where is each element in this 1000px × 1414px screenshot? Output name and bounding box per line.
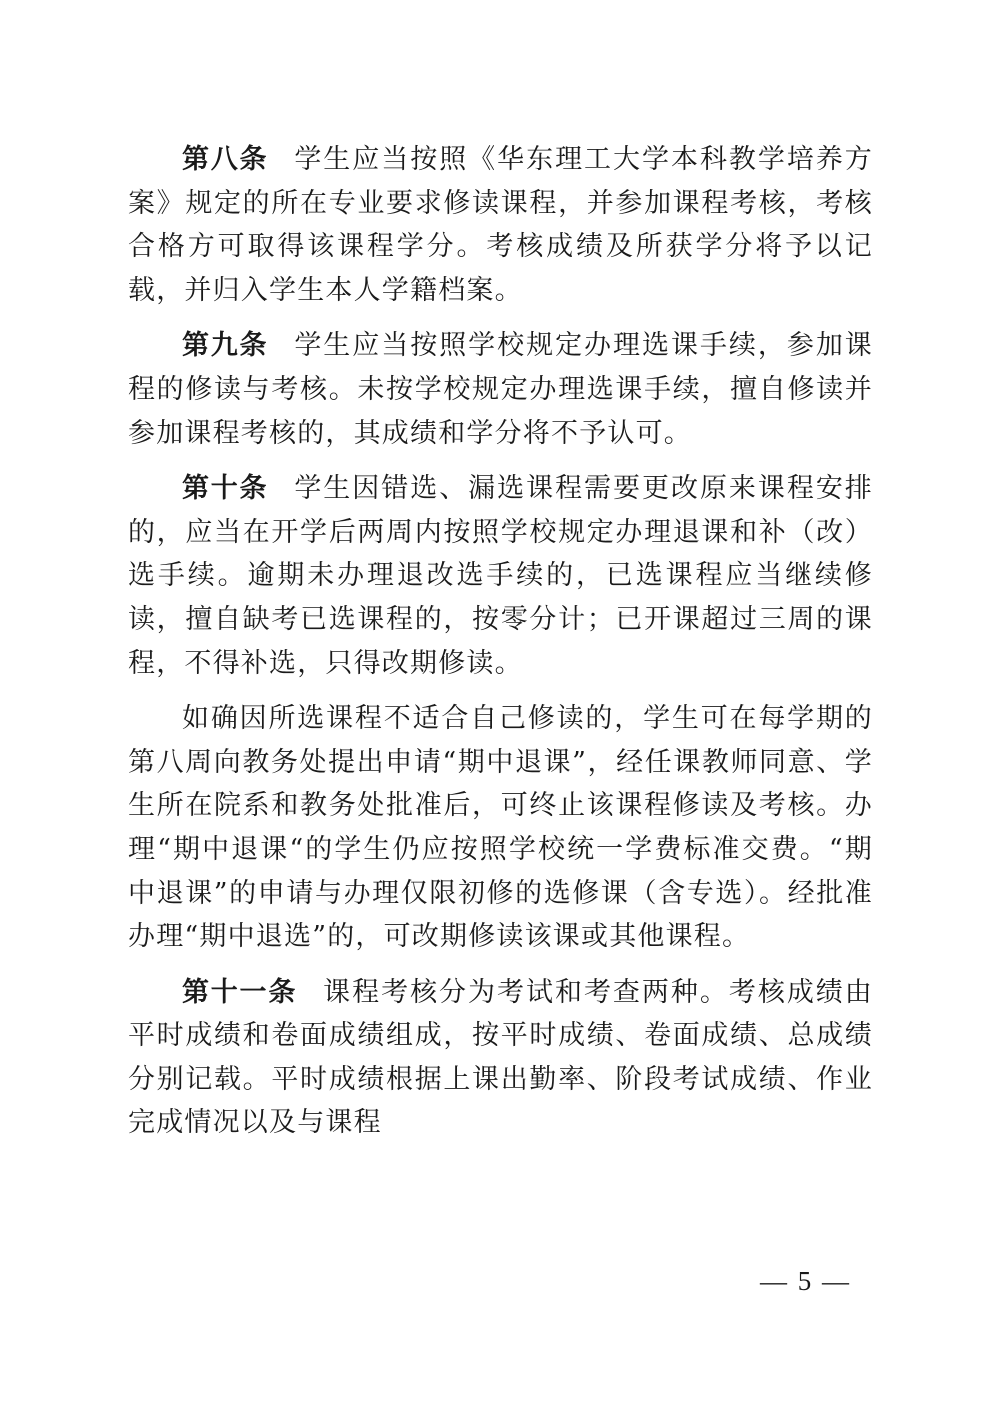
- article-text: 学生因错选、漏选课程需要更改原来课程安排的，应当在开学后两周内按照学校规定办理退课和补（改）选手续。逾期未办理退改选手续的，已选课程应当继续修读，擅自缺考已选课程的，按零分计；已开课超过三周的课程，不得补选，只得改期修读。: [128, 473, 874, 679]
- document-body: [128, 138, 873, 1145]
- article-number: 第十条: [182, 473, 269, 505]
- article-text: 如确因所选课程不适合自己修读的，学生可在每学期的第八周向教务处提出申请“期中退课”，经任课教师同意、学生所在院系和教务处批准后，可终止该课程修读及考核。办理“期中退课“的学生仍应按照学校统一学费标准交费。“期中退课”的申请与办理仅限初修的选修课（含专选）。经批准办理“期中退选”的，可改期修读该课或其他课程。: [128, 703, 873, 953]
- article-number: 第九条: [182, 330, 269, 362]
- article-text: 学生应当按照《华东理工大学本科教学培养方案》规定的所在专业要求修读课程，并参加课程考核，考核合格方可取得该课程学分。考核成绩及所获学分将予以记载，并归入学生本人学籍档案。: [128, 144, 874, 306]
- paragraph-article-8: [128, 138, 873, 312]
- page-number: — 5 —: [760, 1266, 851, 1296]
- article-number: 第十一条: [182, 976, 298, 1008]
- paragraph-article-11: [128, 971, 873, 1145]
- paragraph-article-9: [128, 324, 873, 455]
- article-number: 第八条: [182, 144, 269, 175]
- article-text: 课程考核分为考试和考查两种。考核成绩由平时成绩和卷面成绩组成，按平时成绩、卷面成绩、总成绩分别记载。平时成绩根据上课出勤率、阶段考试成绩、作业完成情况以及与课程: [128, 976, 873, 1139]
- article-text: 学生应当按照学校规定办理选课手续，参加课程的修读与考核。未按学校规定办理选课手续，擅自修读并参加课程考核的，其成绩和学分将不予认可。: [128, 330, 874, 449]
- paragraph-midterm-withdrawal: [128, 697, 873, 959]
- paragraph-article-10: [128, 467, 873, 685]
